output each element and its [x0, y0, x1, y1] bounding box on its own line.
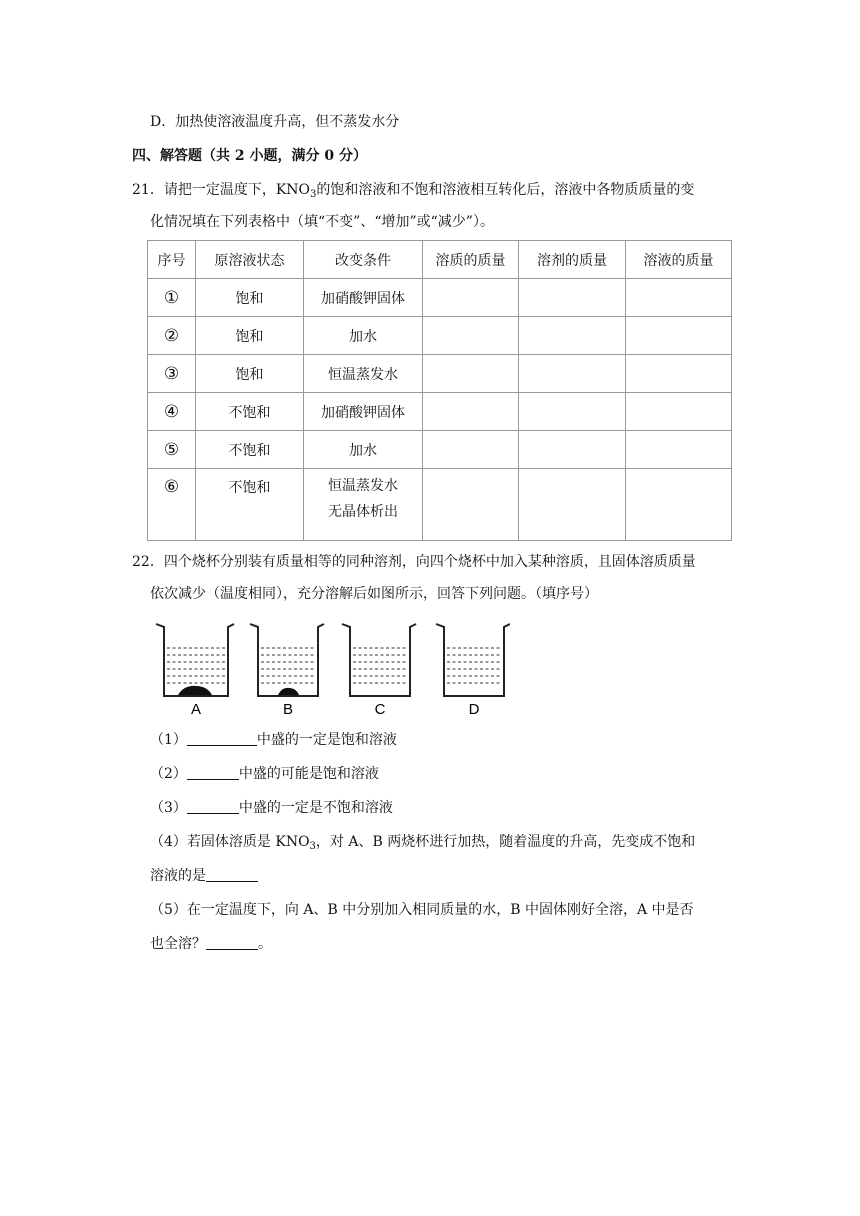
beaker-label-c: C — [374, 701, 386, 718]
row-number: ⑥ — [148, 469, 196, 541]
q22-sub3 — [150, 798, 393, 818]
q22-sub2-pre: （2） — [150, 766, 187, 782]
header-cell: 溶液的质量 — [626, 241, 732, 279]
answer-blank-2[interactable] — [187, 764, 239, 780]
row-state: 饱和 — [196, 355, 304, 393]
q21-line2: 化情况填在下列表格中（填“不变”、“增加”或“减少”）。 — [150, 214, 494, 230]
table-header-row — [148, 241, 732, 279]
header-cell: 序号 — [148, 241, 196, 279]
answer-cell-solute[interactable] — [423, 393, 519, 431]
q22-line1: 22．四个烧杯分别装有质量相等的同种溶剂，向四个烧杯中加入某种溶质，且固体溶质质量 — [132, 554, 696, 570]
q22-sub5-line1: （5）在一定温度下，向 A、B 中分别加入相同质量的水，B 中固体刚好全溶，A 中是否 — [150, 902, 694, 918]
row-condition: 加硝酸钾固体 — [304, 393, 423, 431]
table-row — [148, 355, 732, 393]
answer-cell-solvent[interactable] — [519, 431, 626, 469]
answer-cell-solute[interactable] — [423, 431, 519, 469]
header-cell: 原溶液状态 — [196, 241, 304, 279]
q22-sub4-line2 — [150, 866, 258, 886]
answer-cell-solvent[interactable] — [519, 393, 626, 431]
row-condition — [304, 469, 423, 541]
row-state: 不饱和 — [196, 431, 304, 469]
row-number: ④ — [148, 393, 196, 431]
row-condition-line2: 无晶体析出 — [328, 504, 398, 520]
answer-cell-solution[interactable] — [626, 393, 732, 431]
answer-blank-4[interactable] — [206, 866, 258, 882]
q22-sub5-line2-pre: 也全溶？ — [150, 936, 206, 952]
beaker-d — [436, 624, 510, 718]
row-state: 饱和 — [196, 279, 304, 317]
option-d: D．加热使溶液温度升高，但不蒸发水分 — [150, 114, 400, 130]
answer-blank-1[interactable] — [187, 730, 257, 746]
row-condition-line1: 恒温蒸发水 — [328, 478, 398, 494]
table-row — [148, 431, 732, 469]
table-row — [148, 279, 732, 317]
q22-sub4-a: （4）若固体溶质是 KNO — [150, 834, 310, 850]
q22-sub5-line2-post: 。 — [258, 936, 272, 952]
answer-cell-solution[interactable] — [626, 355, 732, 393]
table-row — [148, 317, 732, 355]
q21-line1-b: 的饱和溶液和不饱和溶液相互转化后，溶液中各物质质量的变 — [316, 182, 695, 198]
q22-line2: 依次减少（温度相同），充分溶解后如图所示，回答下列问题。（填序号） — [150, 586, 598, 602]
table-row — [148, 469, 732, 541]
q22-sub4-line2-text: 溶液的是 — [150, 868, 206, 884]
answer-cell-solution[interactable] — [626, 279, 732, 317]
row-condition: 恒温蒸发水 — [304, 355, 423, 393]
answer-cell-solute[interactable] — [423, 469, 519, 541]
answer-cell-solution[interactable] — [626, 431, 732, 469]
q21-line1 — [132, 180, 694, 200]
solid-solute-a — [178, 686, 212, 695]
header-cell: 溶质的质量 — [423, 241, 519, 279]
section-title: 四、解答题（共 2 小题，满分 0 分） — [132, 148, 367, 164]
beaker-label-b: B — [282, 701, 294, 718]
answer-cell-solvent[interactable] — [519, 317, 626, 355]
row-state: 不饱和 — [196, 469, 304, 541]
q22-sub1-pre: （1） — [150, 732, 187, 748]
beaker-c — [342, 624, 416, 718]
q22-sub3-post: 中盛的一定是不饱和溶液 — [238, 800, 393, 816]
q22-sub4-sub: 3 — [309, 841, 316, 852]
beaker-a — [156, 624, 234, 718]
table-row — [148, 393, 732, 431]
row-condition: 加硝酸钾固体 — [304, 279, 423, 317]
q22-sub2-post: 中盛的可能是饱和溶液 — [238, 766, 379, 782]
answer-cell-solvent[interactable] — [519, 469, 626, 541]
row-state: 不饱和 — [196, 393, 304, 431]
header-cell: 溶剂的质量 — [519, 241, 626, 279]
solid-solute-b — [278, 688, 299, 695]
q22-sub3-pre: （3） — [150, 800, 187, 816]
answer-cell-solution[interactable] — [626, 317, 732, 355]
row-condition: 加水 — [304, 431, 423, 469]
q21-table — [147, 240, 732, 541]
row-condition: 加水 — [304, 317, 423, 355]
beaker-label-d: D — [468, 701, 480, 718]
beaker-b — [250, 624, 324, 718]
row-number: ① — [148, 279, 196, 317]
answer-blank-5[interactable] — [206, 934, 258, 950]
row-number: ③ — [148, 355, 196, 393]
answer-cell-solute[interactable] — [423, 317, 519, 355]
q22-sub1-post: 中盛的一定是饱和溶液 — [256, 732, 397, 748]
answer-cell-solution[interactable] — [626, 469, 732, 541]
q22-sub1 — [150, 730, 397, 750]
header-cell: 改变条件 — [304, 241, 423, 279]
beakers-figure — [150, 618, 510, 723]
answer-cell-solvent[interactable] — [519, 355, 626, 393]
q22-sub4-line1 — [150, 832, 695, 852]
q22-sub2 — [150, 764, 379, 784]
row-number: ⑤ — [148, 431, 196, 469]
row-number: ② — [148, 317, 196, 355]
q22-sub4-b: ，对 A、B 两烧杯进行加热，随着温度的升高，先变成不饱和 — [315, 834, 696, 850]
answer-cell-solvent[interactable] — [519, 279, 626, 317]
q22-sub5-line2 — [150, 934, 272, 954]
answer-cell-solute[interactable] — [423, 355, 519, 393]
q21-line1-sub: 3 — [310, 189, 317, 200]
answer-cell-solute[interactable] — [423, 279, 519, 317]
row-state: 饱和 — [196, 317, 304, 355]
q21-line1-a: 21．请把一定温度下，KNO — [132, 182, 311, 198]
beaker-label-a: A — [190, 701, 202, 718]
answer-blank-3[interactable] — [187, 798, 239, 814]
